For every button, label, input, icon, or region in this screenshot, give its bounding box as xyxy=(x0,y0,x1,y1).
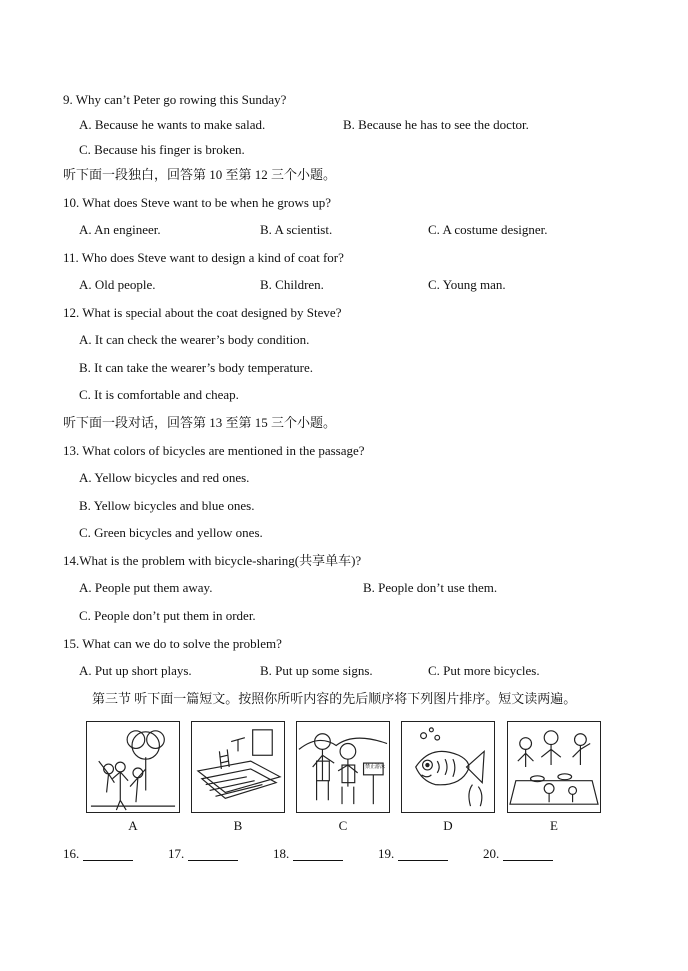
picture-e-picnic xyxy=(507,721,601,813)
q14-option-a: A. People put them away. xyxy=(79,580,213,595)
q14-stem: 14.What is the problem with bicycle-sharing(共享单车)? xyxy=(63,553,362,568)
picture-c-label: C xyxy=(338,818,348,833)
picture-c-children-with-sign xyxy=(296,721,390,813)
q11-option-b: B. Children. xyxy=(260,277,324,292)
picture-a-label: A xyxy=(128,818,138,833)
warning-sign-text: 禁止游泳 xyxy=(364,764,385,770)
q9-stem: 9. Why can’t Peter go rowing this Sunday? xyxy=(63,92,287,107)
q12-stem: 12. What is special about the coat designed by Steve? xyxy=(63,305,342,320)
answer-blank-17[interactable] xyxy=(168,846,238,862)
blank-number: 17. xyxy=(168,846,185,861)
picture-d-fish xyxy=(401,721,495,813)
blank-line[interactable] xyxy=(503,848,553,861)
picture-b-swimming-pool xyxy=(191,721,285,813)
answer-blank-18[interactable] xyxy=(273,846,343,862)
q15-option-b: B. Put up some signs. xyxy=(260,663,373,678)
answer-blank-16[interactable] xyxy=(63,846,133,862)
part3-heading: 第三节 听下面一篇短文。按照你所听内容的先后顺序将下列图片排序。短文读两遍。 xyxy=(92,691,577,706)
section-monologue-heading: 听下面一段独白，回答第 10 至第 12 三个小题。 xyxy=(63,167,337,182)
q15-option-c: C. Put more bicycles. xyxy=(428,663,540,678)
q12-option-c: C. It is comfortable and cheap. xyxy=(79,387,239,402)
q11-option-a: A. Old people. xyxy=(79,277,156,292)
answer-blank-20[interactable] xyxy=(483,846,553,862)
blank-line[interactable] xyxy=(293,848,343,861)
q14-option-b: B. People don’t use them. xyxy=(363,580,498,595)
blank-number: 19. xyxy=(378,846,395,861)
blank-line[interactable] xyxy=(398,848,448,861)
q14-option-c: C. People don’t put them in order. xyxy=(79,608,256,623)
blank-line[interactable] xyxy=(188,848,238,861)
q10-stem: 10. What does Steve want to be when he grows up? xyxy=(63,195,332,210)
section-dialog-heading: 听下面一段对话，回答第 13 至第 15 三个小题。 xyxy=(63,415,337,430)
q13-option-a: A. Yellow bicycles and red ones. xyxy=(79,470,250,485)
blank-line[interactable] xyxy=(83,848,133,861)
q9-option-c: C. Because his finger is broken. xyxy=(79,142,245,157)
picture-b-label: B xyxy=(233,818,243,833)
q13-option-c: C. Green bicycles and yellow ones. xyxy=(79,525,263,540)
q10-option-a: A. An engineer. xyxy=(79,222,161,237)
answer-blank-19[interactable] xyxy=(378,846,448,862)
picture-d-label: D xyxy=(443,818,453,833)
blank-number: 18. xyxy=(273,846,290,861)
blank-number: 16. xyxy=(63,846,80,861)
blank-number: 20. xyxy=(483,846,500,861)
q15-stem: 15. What can we do to solve the problem? xyxy=(63,636,282,651)
q10-option-b: B. A scientist. xyxy=(260,222,333,237)
q11-stem: 11. Who does Steve want to design a kind of coat for? xyxy=(63,250,344,265)
q13-stem: 13. What colors of bicycles are mentioned in the passage? xyxy=(63,443,365,458)
q11-option-c: C. Young man. xyxy=(428,277,506,292)
q9-option-b: B. Because he has to see the doctor. xyxy=(343,117,529,132)
q12-option-a: A. It can check the wearer’s body condition. xyxy=(79,332,310,347)
q10-option-c: C. A costume designer. xyxy=(428,222,548,237)
picture-a-waving-people xyxy=(86,721,180,813)
q13-option-b: B. Yellow bicycles and blue ones. xyxy=(79,498,255,513)
picture-e-label: E xyxy=(550,818,558,833)
q12-option-b: B. It can take the wearer’s body temperature. xyxy=(79,360,314,375)
q15-option-a: A. Put up short plays. xyxy=(79,663,192,678)
q9-option-a: A. Because he wants to make salad. xyxy=(79,117,266,132)
